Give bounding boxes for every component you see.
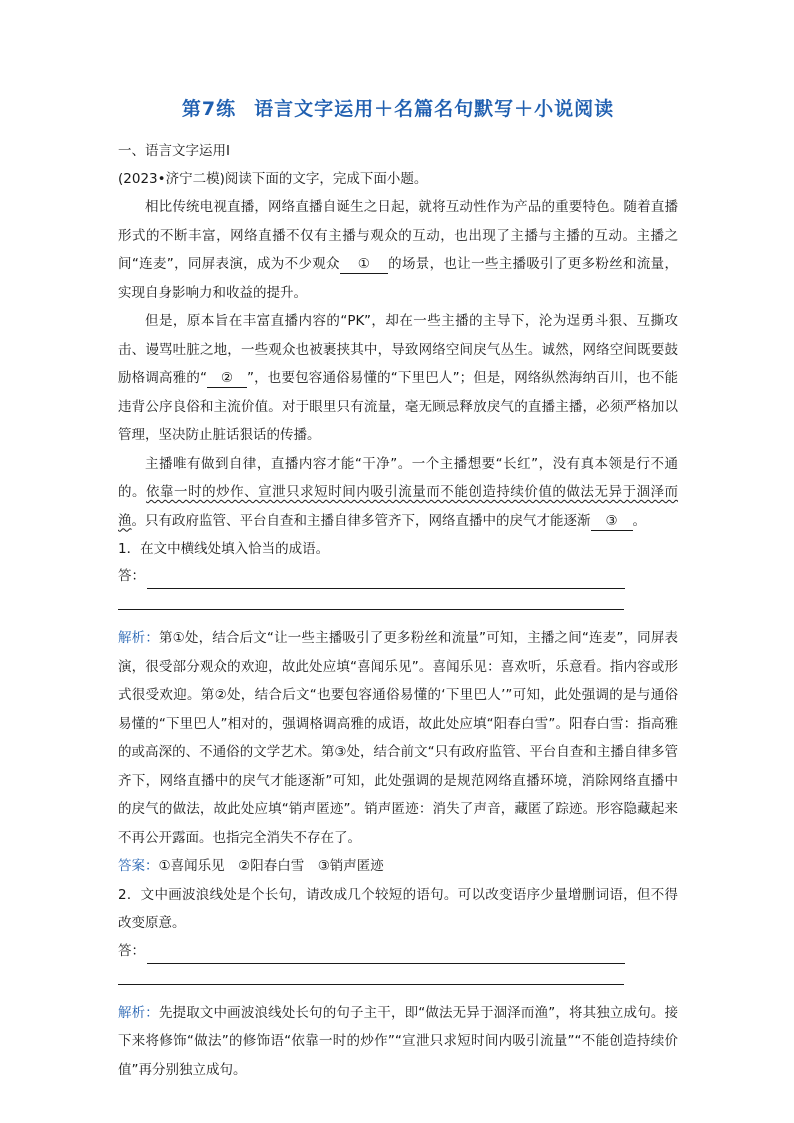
passage-text: ”，也要包容通俗易懂的“下里巴人”；但是，网络纵然海纳百川，也不能违背公序良俗和主流价值。对于眼里只有流量，毫无顾忌释放戾气的直播主播，必须严格加以管理，坚决防止脏话狠话的传播。 xyxy=(118,370,679,443)
answer-line[interactable] xyxy=(118,589,624,610)
passage-text: 相比传统电视直播，网络直播自诞生之日起，就将互动性作为产品的重要特色。随着直播形式的不断丰富，网络直播不仅有主播与观众的互动，也出现了主播与主播的互动。主播之间“连麦”，同屏表演，成为不少观众 xyxy=(118,199,678,272)
answer-key-label: 答案： xyxy=(118,858,159,874)
passage-paragraph-2 xyxy=(118,307,678,450)
passage-text: 的场景，也让一些主播吸引了更多粉丝和流量，实现自身影响力和收益的提升。 xyxy=(118,256,678,301)
passage-text: 但是，原本旨在丰富直播内容的“PK”，却在一些主播的主导下，沦为逞勇斗狠、互撕攻击、谩骂吐脏之地，一些观众也被裹挟其中，导致网络空间戾气丛生。诚然，网络空间既要鼓励格调高雅的“ xyxy=(118,313,678,386)
analysis-2 xyxy=(118,999,678,1085)
answer-key-1 xyxy=(118,852,678,881)
answer-line[interactable] xyxy=(147,569,625,589)
blank-2: ② xyxy=(207,369,247,388)
passage-text: 。只有政府监管、平台自查和主播自律多管齐下，网络直播中的戾气才能逐渐 xyxy=(131,512,591,529)
analysis-label: 解析： xyxy=(118,1004,159,1021)
analysis-1 xyxy=(118,624,678,852)
answer-line[interactable] xyxy=(118,964,624,985)
document-page xyxy=(118,94,678,1084)
title-prefix: 第7练 xyxy=(181,98,237,120)
answer-row-1 xyxy=(118,563,678,589)
title-main: 语言文字运用＋名篇名句默写＋小说阅读 xyxy=(254,98,615,120)
blank-3: ③ xyxy=(591,512,633,531)
analysis-text: 第①处，结合后文“让一些主播吸引了更多粉丝和流量”可知，主播之间“连麦”，同屏表演，很受部分观众的欢迎，故此处应填“喜闻乐见”。喜闻乐见：喜欢听，乐意看。指内容或形式很受欢迎。第②处，结合后文“也要包容通俗易懂的‘下里巴人’”可知，此处强调的是与通俗易懂的“下里巴人”相对的，强调格调高雅的成语，故此处应填“阳春白雪”。阳春白雪：指高雅的或高深的、不通俗的文学艺术。第③处，结合前文“只有政府监管、平台自查和主播自律多管齐下，网络直播中的戾气才能逐渐”可知，此处强调的是规范网络直播环境，消除网络直播中的戾气的做法，故此处应填“销声匿迹”。销声匿迹：消失了声音，藏匿了踪迹。形容隐藏起来不再公开露面。也指完全消失不存在了。 xyxy=(118,630,679,846)
section-heading: 一、语言文字运用Ⅰ xyxy=(118,143,230,159)
passage-paragraph-3 xyxy=(118,450,678,536)
passage-paragraph-1 xyxy=(118,193,678,307)
passage-text: 主播唯有做到自律，直播内容才能“干净”。一个主播想要“长红”，没有真本领是行不通的。 xyxy=(118,455,678,500)
analysis-label: 解析： xyxy=(118,630,159,646)
source-line: (2023•济宁二模)阅读下面的文字，完成下面小题。 xyxy=(118,171,428,187)
answer-label: 答： xyxy=(118,568,145,584)
answer-key-text: ①喜闻乐见 ②阳春白雪 ③销声匿迹 xyxy=(158,858,384,874)
passage-text: 。 xyxy=(632,512,646,529)
answer-line[interactable] xyxy=(147,944,625,964)
answer-label: 答： xyxy=(118,942,145,959)
blank-1: ① xyxy=(340,255,388,274)
question-2: 2．文中画波浪线处是个长句，请改成几个较短的语句。可以改变语序少量增删词语，但不得改变原意。 xyxy=(118,886,678,931)
page-title xyxy=(118,94,678,121)
question-1: 1．在文中横线处填入恰当的成语。 xyxy=(118,541,330,557)
analysis-text: 先提取文中画波浪线处长句的句子主干，即“做法无异于涸泽而渔”，将其独立成句。接下来将修饰“做法”的修饰语“依靠一时的炒作”“宣泄只求短时间内吸引流量”“不能创造持续价值”再分别独立成句。 xyxy=(118,1004,679,1078)
wavy-underlined-sentence: 依靠一时的炒作、宣泄只求短时间内吸引流量而不能创造持续价值的做法无异于涸泽而渔 xyxy=(118,484,679,529)
answer-row-2 xyxy=(118,938,678,964)
